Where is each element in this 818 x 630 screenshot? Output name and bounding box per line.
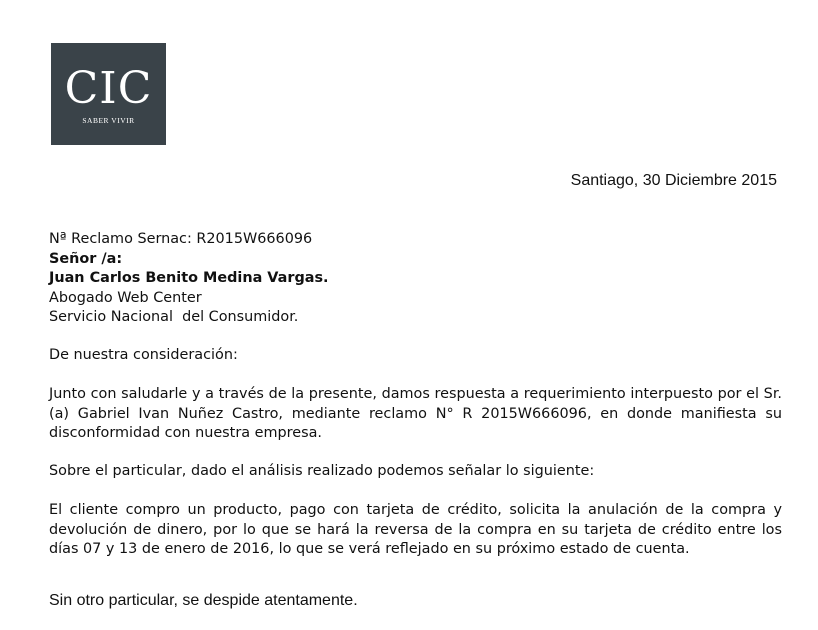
paragraph-analysis-intro: Sobre el particular, dado el análisis realizado podemos señalar lo siguiente: bbox=[49, 463, 595, 479]
logo-tagline: SABER VIVIR bbox=[82, 116, 135, 125]
reclamo-number: Nª Reclamo Sernac: R2015W666096 bbox=[49, 231, 313, 247]
recipient-title: Abogado Web Center bbox=[49, 290, 202, 306]
company-logo bbox=[51, 43, 166, 145]
paragraph-resolution: El cliente compro un producto, pago con tarjeta de crédito, solicita la anulación de la compra y devolución de dinero, por lo que se hará la reversa de la compra en su tarjeta de crédito entre los días 07 y 13 de enero de 2016, lo que se verá reflejado en su próximo estado de cuenta. bbox=[49, 502, 782, 557]
closing-line: Sin otro particular, se despide atentamente. bbox=[49, 592, 358, 609]
salutation: Señor /a: bbox=[49, 251, 123, 267]
logo-brand-text: CIC bbox=[64, 63, 153, 114]
greeting: De nuestra consideración: bbox=[49, 347, 238, 363]
letter-date: Santiago, 30 Diciembre 2015 bbox=[570, 172, 777, 189]
recipient-name: Juan Carlos Benito Medina Vargas. bbox=[49, 270, 329, 286]
recipient-organization: Servicio Nacional del Consumidor. bbox=[49, 309, 299, 325]
paragraph-response: Junto con saludarle y a través de la presente, damos respuesta a requerimiento interpuesto por el Sr. (a) Gabriel Ivan Nuñez Castro, mediante reclamo N° R 2015W666096, en donde manifiesta su disconformidad con nuestra empresa. bbox=[49, 386, 782, 441]
